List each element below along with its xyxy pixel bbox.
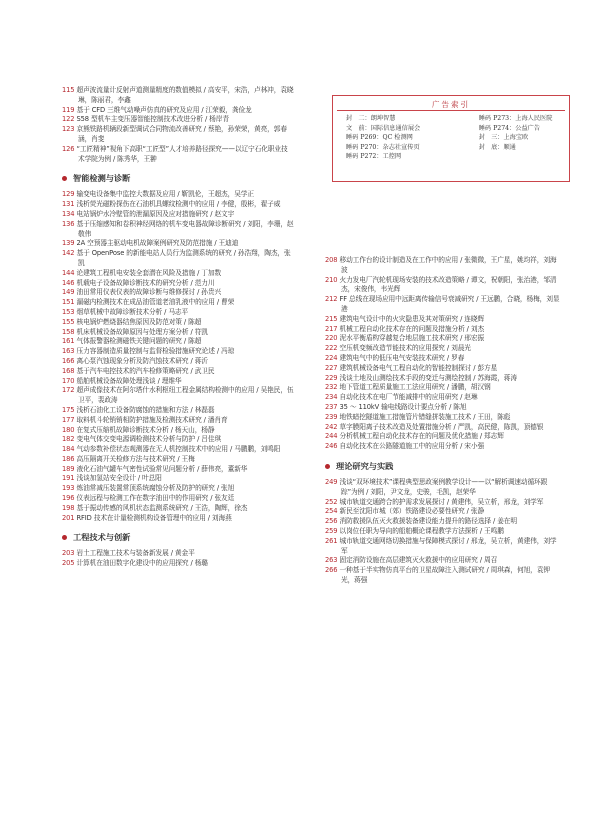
toc-page-number: 249 [325,477,338,486]
section-heading [62,531,294,544]
toc-article-title: RFID 技术在计量检测机构设备管理中的应用 / 刘海燕 [76,513,232,522]
ad-index-cell: 封 底：顺通 [454,143,516,151]
toc-page-number: 139 [62,239,75,248]
toc-page-number: 191 [62,474,75,483]
toc-entry[interactable] [62,298,294,308]
toc-entry[interactable] [62,357,294,367]
toc-article-title: 在复式压缩机故障诊断技术分析 / 杨天山，杨静 [76,425,215,434]
toc-page-number: 144 [62,268,75,277]
toc-page-number: 224 [325,353,338,362]
toc-page-number: 237 [325,402,338,411]
toc-page-number: 142 [62,249,75,258]
toc-page-number: 155 [62,317,75,326]
toc-article-title: 泥水平衡盾构穿越复合地层施工技术研究 / 邢宏振 [339,334,485,343]
toc-article-title: 漏磁内检测技术在成品油管道老油乳液中的应用 / 曹荣 [76,298,235,307]
toc-entry[interactable] [325,556,563,566]
toc-article-title: 消防救援队伍灭火救援装备建设能力提升的路径选择 / 姜在明 [339,517,517,526]
toc-article-title: 自动化技术在公路隧道施工中的应用分析 / 宋小强 [339,442,485,451]
toc-entry[interactable] [325,413,563,423]
toc-left-column [62,86,294,569]
toc-page-number: 215 [325,314,338,323]
toc-article-title: 草字膜阳离子技术改造及处置措施分析 / 严凯，高民健，陈凯，顶德银 [339,422,544,431]
toc-page-number: 119 [62,105,75,114]
toc-page-number: 205 [62,559,75,568]
toc-entry[interactable] [325,256,563,276]
toc-page-number: 259 [325,526,338,535]
toc-article-title: 气体报警器检测磁铁关键问题的研究 / 陈超 [76,337,202,346]
ad-index-divider [337,110,565,111]
toc-article-title: 京熊铁路机辆段新型调试合同物流改善研究 / 蔡艳，孙荣荣，黄亮，郭春涵，肖斐 [76,125,287,143]
toc-article-title: 基于振动传感的风机状态监测系统研究 / 王浩，陶辉，徐杰 [76,503,248,512]
toc-article-title: 输变电设备集中监控大数据及应用 / 靳凯伦，王超杰，吴学正 [76,190,254,199]
toc-entry[interactable] [62,288,294,298]
toc-entry[interactable] [62,269,294,279]
ad-index-row [346,152,560,162]
toc-article-title: 压力容器制造质量控制与监督检验措施研究论述 / 冯琼 [76,347,235,356]
toc-entry[interactable] [325,478,563,498]
toc-article-title: 机床机械设备故障原因与处理方案分析 / 符凯 [76,327,208,336]
toc-entry[interactable] [325,364,563,374]
toc-entry[interactable] [62,406,294,416]
toc-page-number: 217 [325,324,338,333]
section-spacer [62,523,294,531]
toc-page-number: 189 [62,464,75,473]
toc-page-number: 123 [62,125,75,134]
toc-article-title: 船舶机械设备故障处理浅谈 / 理维华 [76,376,182,385]
toc-article-title: 建筑机械设备电气工程自动化的智能控制探讨 / 彭方星 [339,363,498,372]
section-spacer [325,452,563,460]
toc-page-number: 254 [325,507,338,516]
ad-index-cell: 睡码 P274：公益广告 [454,124,541,132]
toc-page-number: 163 [62,347,75,356]
toc-entry[interactable] [62,474,294,484]
ad-index-cell: 封 三：上海宝欧 [454,134,529,142]
toc-article-title: 建筑电气设计中的火灾隐患及其对策研究 / 连晓辉 [339,314,485,323]
toc-page-number: 168 [62,366,75,375]
toc-article-title: 变电气体交变电源调检测技术分析与防护 / 吕佳琪 [76,435,222,444]
toc-article-title: 电站锅炉水冷壁管的泄漏原因及应对措施研究 / 赵文宇 [76,209,235,218]
toc-article-title: 离心泵汽蚀现象分析及防汽蚀技术研究 / 蒋沂 [76,356,208,365]
toc-entry[interactable] [62,455,294,465]
toc-article-title: 基于 OpenPose 的新能电站人员行为监测系统的研究 / 孙浩翔，陶杰，张凯 [76,249,291,267]
toc-entry[interactable] [62,549,294,559]
toc-article-title: 取料机斗轮销销相防护措施及检测技术研究 / 潘肖育 [76,415,228,424]
toc-article-title: 浅析石油化工设备防腐蚀的措施和方法 / 林磊磊 [76,405,215,414]
toc-entry[interactable] [325,403,563,413]
toc-entry[interactable] [325,507,563,517]
toc-article-title: 岩土工程施工技术与装备新发展 / 黄金平 [76,549,195,558]
toc-entry[interactable] [325,442,563,452]
toc-entry[interactable] [325,393,563,403]
toc-article-title: 以岗位任职为导向的船舶概论课程教学方法探析 / 王鸣鹏 [339,526,504,535]
toc-entry[interactable] [62,416,294,426]
toc-entry[interactable] [325,423,563,433]
toc-page-number: 172 [62,386,75,395]
toc-entry[interactable] [62,435,294,445]
toc-article-title: 空压机变频改造节能技术的应用探究 / 刘晨光 [339,344,471,353]
toc-entry[interactable] [325,527,563,537]
toc-page-number: 203 [62,549,75,558]
toc-page-number: 134 [62,209,75,218]
toc-entry[interactable] [62,249,294,269]
toc-entry[interactable] [325,344,563,354]
section-heading [325,460,563,473]
toc-article-title: 浅谈加氢站安全设计 / 叶总阳 [76,474,162,483]
toc-article-title: 计算机在油田数字化建设中的应用探究 / 杨璐 [76,559,208,568]
toc-page-number: 193 [62,484,75,493]
toc-page-number: 261 [325,536,338,545]
ad-index-row [346,143,560,153]
toc-entry[interactable] [62,445,294,455]
toc-article-title: 火力发电厂汽轮机现场安装的技术改造策略 / 谭文，祝朝阳，张治港，邹清杰，宋俊伟，韦光辉 [339,275,557,294]
toc-page-number: 177 [62,415,75,424]
toc-page-number: 229 [325,373,338,382]
toc-article-title: 地下管道工程质量施工工法应用研究 / 潘鹏，胡汉钢 [339,383,491,392]
toc-article-title: 移动工作台的设计制造及在工作中的应用 / 张微微，王广星，姚均祥，刘海波 [339,256,557,274]
toc-article-title: 超声成像技术在阿尔塔什水利枢纽工程金属结构检测中的应用 / 吴艳民，伍卫平，裴政涛 [76,386,294,405]
toc-article-title: 浅析荧光磁粉探伤在石油机具螺纹检测中的应用 / 李健，殷彬，翟子威 [76,200,281,209]
toc-page-number: 227 [325,363,338,372]
toc-entry[interactable] [62,386,294,406]
toc-article-title: 建筑电气中的低压电气安装技术研究 / 罗春 [339,353,465,362]
toc-page-number: 232 [325,383,338,392]
section-spacer [62,164,294,172]
toc-article-title: 城市轨道交通跨合的护需求发展探讨 / 黄建伟，吴立析，邢龙，刘学军 [339,497,544,506]
toc-page-number: 198 [62,503,75,512]
toc-article-title: 浅谈“双环境技术”课程典型思政案例教学设计——以“解析调速动循环跟踪”为例 / 刘阳，尹文龙，史骏，毛凯，赵荣华 [339,477,548,496]
toc-article-title: 炼油常减压装置常顶系统腐蚀分析及防护的研究 / 张旭 [76,484,235,493]
toc-entry[interactable] [62,426,294,436]
toc-article-title: 液化石油气罐车气密性试验常见问题分析 / 薛伟亮，董新华 [76,464,248,473]
toc-article-title: 超声波流量计反射声道测量精度的数值模拟 / 高安平，宋浩，卢林冲，袁晓琳，陈丽君，李鑫 [76,86,294,104]
ad-index-cell: 睡码 P272：工控网 [346,153,402,161]
toc-page-number: 220 [325,334,338,343]
toc-entry[interactable] [62,115,294,125]
toc-page-number: 210 [325,275,338,284]
toc-article-title: 基于 CFD 三维气动噪声仿真的研究及应用 / 江荣毅，龚俭龙 [76,105,252,114]
toc-entry[interactable] [325,517,563,527]
ad-index-box [332,95,570,182]
toc-page-number: 146 [62,278,75,287]
toc-page-number: 208 [325,256,338,264]
toc-entry[interactable] [325,334,563,344]
bullet-dot-icon [325,464,330,469]
toc-entry[interactable] [62,484,294,494]
toc-entry[interactable] [62,86,294,106]
ad-index-cell: 睡码 P273：上海人民医院 [454,115,553,122]
ad-index-cell: 封 二：朗坤智慧 [346,115,396,122]
toc-entry[interactable] [62,465,294,475]
toc-entry[interactable] [62,308,294,318]
toc-page-number: 182 [62,435,75,444]
toc-entry[interactable] [62,190,294,200]
toc-entry[interactable] [62,559,294,569]
toc-article-title: 自动化技术在电厂节能减排中的应用研究 / 赵琳 [339,393,478,402]
toc-page-number: 246 [325,442,338,451]
toc-entry[interactable] [62,145,294,165]
toc-entry[interactable] [62,328,294,338]
toc-page-number: 244 [325,432,338,441]
toc-page-number: 212 [325,295,338,304]
toc-page-number: 126 [62,144,75,153]
toc-page-number: 122 [62,115,75,124]
ad-index-cell: 睡码 P270：杂志社宣传页 [346,143,420,151]
toc-article-title: 2A 空预器主驱动电机故障案例研究及防范措施 / 王迪迪 [76,239,239,248]
toc-entry[interactable] [325,383,563,393]
toc-article-title: 烟草机械中故障诊断技术分析 / 马志平 [76,307,189,316]
toc-page-number: 166 [62,356,75,365]
toc-entry[interactable] [62,239,294,249]
toc-page-number: 222 [325,344,338,353]
ad-index-row [346,114,560,124]
toc-page-number: 256 [325,517,338,526]
ad-index-title: 广告索引 [431,100,471,109]
toc-entry[interactable] [62,377,294,387]
toc-page-number: 252 [325,497,338,506]
section-heading [62,172,294,185]
toc-page-number: 115 [62,86,75,94]
toc-entry[interactable] [62,220,294,240]
toc-entry[interactable] [325,566,563,586]
toc-page-number: 131 [62,200,75,209]
toc-entry[interactable] [325,498,563,508]
ad-index-cell: 文 前：国际信息通信展会 [346,124,421,132]
toc-page-number: 158 [62,327,75,336]
toc-entry[interactable] [62,125,294,145]
section-title: 理论研究与实践 [336,460,394,471]
toc-article-title: 仪表远程与检测工作在数字油田中的作用研究 / 张友廷 [76,494,235,503]
toc-article-title: 基于汽车电控技术的汽车检修策略研究 / 武卫民 [76,366,215,375]
toc-page-number: 196 [62,494,75,503]
toc-entry[interactable] [62,279,294,289]
toc-page-number: 234 [325,393,338,402]
toc-entry[interactable] [62,106,294,116]
toc-page-number: 170 [62,376,75,385]
toc-article-title: 基于压缩感知和卷积神经网络的机车变电器故障诊断研究 / 刘阳，李珊，赵敬伟 [76,219,294,238]
toc-entry[interactable] [325,354,563,364]
toc-article-title: 油田常用仪表仪表的故障诊断与维修探讨 / 孙贵兴 [76,288,222,297]
toc-page-number: 149 [62,288,75,297]
ad-index-rows [346,114,560,162]
toc-entry[interactable] [325,276,563,296]
section-title: 工程技术与创新 [73,532,131,543]
toc-entry[interactable] [62,318,294,328]
toc-entry[interactable] [62,504,294,514]
toc-article-title: 高压隔离开关检修方法与技术研究 / 王梅 [76,454,195,463]
toc-article-title: “工匠精神”视角下高职“工匠型”人才培养路径探究——以辽宁石化职业技术学院为例 / 陈秀华，王翀 [76,144,288,163]
toc-page-number: 175 [62,405,75,414]
toc-entry[interactable] [325,432,563,442]
toc-entry[interactable] [62,514,294,524]
toc-entry[interactable] [62,337,294,347]
toc-article-title: 机载电子设备故障诊断技术的研究分析 / 范力川 [76,278,215,287]
toc-page-number: 180 [62,425,75,434]
toc-article-title: FF 总线在现场应用中远距离传输信号衰减研究 / 王远鹏，合晓，杨梅，刘显港 [339,295,560,313]
toc-article-title: S58 型机车主变压器智能控制技术改进分析 / 杨岸青 [76,115,229,124]
toc-page-number: 266 [325,566,338,575]
section-title: 智能检测与诊断 [73,172,131,183]
toc-article-title: 浅谈土地及山测绘技术手段的变迁与测绘控制 / 苏海霞，蒋涛 [339,373,517,382]
toc-entry[interactable] [62,200,294,210]
toc-article-title: 35 ～ 110kV 输电线路设计要点分析 / 陈旭 [339,402,467,411]
toc-entry[interactable] [325,295,563,315]
toc-article-title: 地铁暗挖隧道施工措施管片错缝拼装施工技术 / 王田，陈彪 [339,412,511,421]
toc-page-number: 201 [62,513,75,522]
ad-index-cell [454,152,560,162]
toc-page-number: 161 [62,337,75,346]
toc-right-column [325,256,563,586]
toc-page-number: 184 [62,445,75,454]
toc-page-number: 242 [325,422,338,431]
ad-index-row [346,124,560,134]
toc-article-title: 一种基于半实物仿真平台的卫星故障注入测试研究 / 周琪森，何旭，袁钾光，蒋强 [339,566,550,584]
toc-article-title: 论建筑工程机电安装全套潜在风险及措施 / 丁加数 [76,268,222,277]
toc-article-title: 分析机械工程自动化技术存在的问题及优化措施 / 郑志辉 [339,432,504,441]
toc-page-number: 129 [62,190,75,199]
toc-page-number: 153 [62,307,75,316]
toc-article-title: 城市轨道交通网络切换措施与保障模式探讨 / 邢龙，吴立析，黄建伟，刘学军 [339,536,557,555]
ad-index-row [346,133,560,143]
toc-entry[interactable] [62,494,294,504]
toc-entry[interactable] [62,210,294,220]
toc-page-number: 186 [62,454,75,463]
toc-page-number: 136 [62,219,75,228]
toc-article-title: 机械工程自动化技术存在的问题及措施分析 / 刘杰 [339,324,485,333]
toc-entry[interactable] [325,315,563,325]
bullet-dot-icon [62,176,67,181]
toc-article-title: 核电锅炉燃烧器结焦原因及防范对策 / 陈超 [76,317,202,326]
toc-page-number: 239 [325,412,338,421]
toc-page-number: 263 [325,556,338,565]
bullet-dot-icon [62,535,67,540]
toc-entry[interactable] [325,374,563,384]
toc-entry[interactable] [325,325,563,335]
toc-entry[interactable] [325,537,563,557]
toc-article-title: 气动参数补偿状态观测器在无人机控制技术中的应用 / 马鹏鹏，刘鸣阳 [76,445,281,454]
toc-page-number: 151 [62,298,75,307]
toc-article-title: 固定消防设施在高层建筑灭火救援中的应用研究 / 周召 [339,556,498,565]
toc-entry[interactable] [62,347,294,357]
ad-index-cell: 睡码 P269：QC 检测网 [346,134,413,142]
toc-article-title: 新民至沈阳市城（郊）铁路建设必要性研究 / 张静 [339,507,485,516]
toc-entry[interactable] [62,367,294,377]
